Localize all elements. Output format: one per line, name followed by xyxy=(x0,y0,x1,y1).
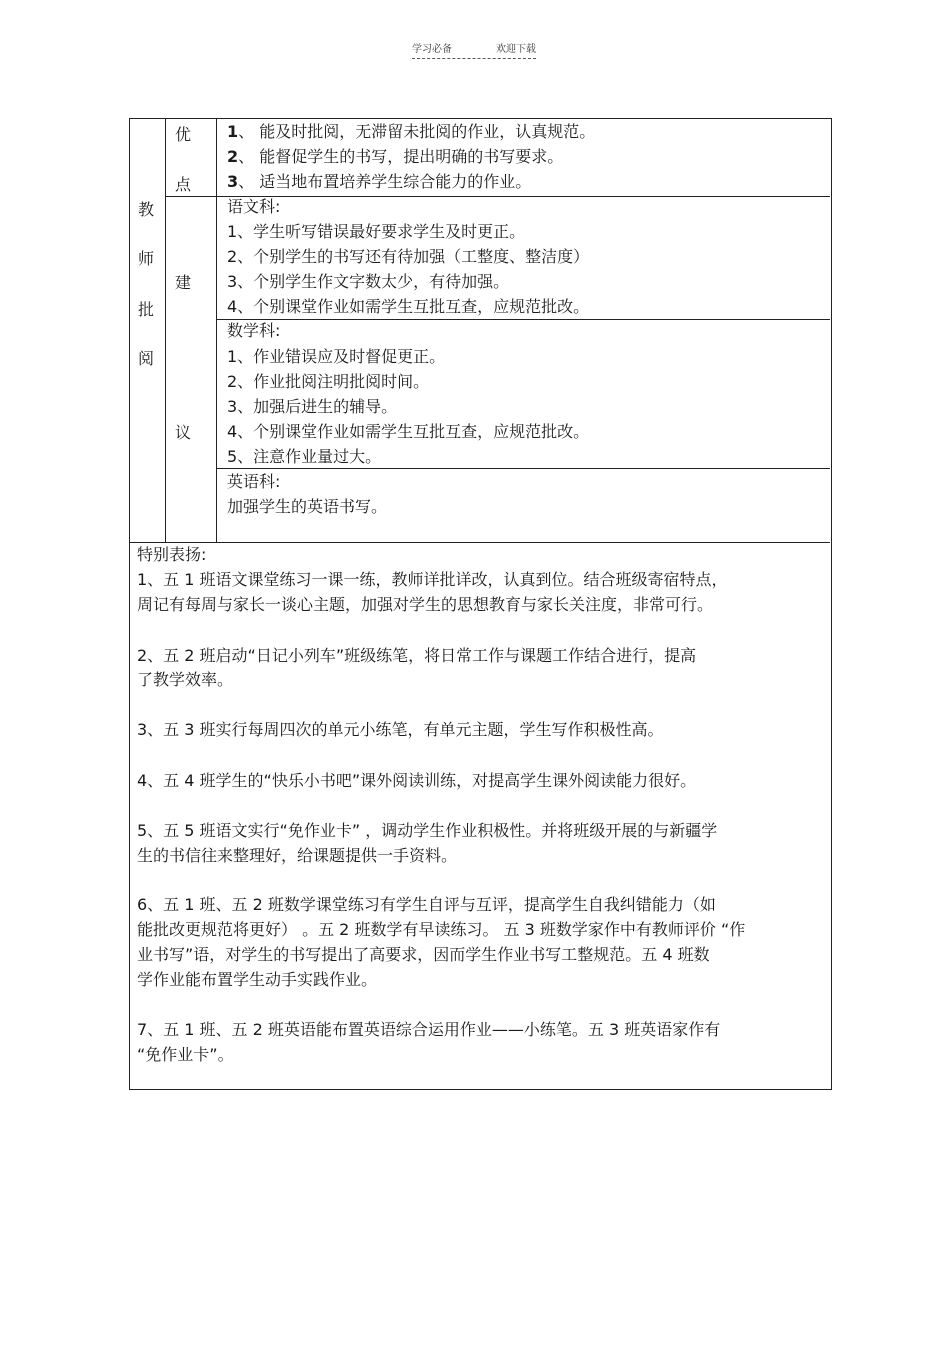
merit-item xyxy=(227,119,595,144)
suggestions-label-char: 议 xyxy=(175,423,192,442)
praise-line: 周记有每周与家长一谈心主题，加强对学生的思想教育与家长关注度，非常可行。 xyxy=(137,595,714,614)
chinese-item: 2、个别学生的书写还有待加强（工整度、整洁度） xyxy=(227,247,590,266)
praise-line: 业书写”语，对学生的书写提出了高要求，因而学生作业书写工整规范。五 4 班数 xyxy=(137,945,710,964)
group-label-char: 教 xyxy=(138,200,155,219)
merit-item xyxy=(227,144,563,169)
english-item: 加强学生的英语书写。 xyxy=(227,497,388,516)
praise-line: 2、五 2 班启动“日记小列车”班级练笔，将日常工作与课题工作结合进行，提高 xyxy=(137,646,697,665)
merit-number: 3 xyxy=(227,172,239,191)
page-header xyxy=(412,40,536,59)
math-item: 5、注意作业量过大。 xyxy=(227,447,382,466)
math-item: 4、个别课堂作业如需学生互批互查，应规范批改。 xyxy=(227,422,590,441)
praise-line: 6、五 1 班、五 2 班数学课堂练习有学生自评与互评，提高学生自我纠错能力（如 xyxy=(137,895,716,914)
chinese-title: 语文科: xyxy=(227,197,281,216)
math-item: 2、作业批阅注明批阅时间。 xyxy=(227,372,430,391)
merit-text: 、 适当地布置培养学生综合能力的作业。 xyxy=(238,172,532,191)
merits-label-char: 优 xyxy=(175,125,192,144)
praise-line: 了教学效率。 xyxy=(137,670,234,689)
praise-line: 5、五 5 班语文实行“免作业卡” ，调动学生作业积极性。并将班级开展的与新疆学 xyxy=(137,821,718,840)
math-item: 1、作业错误应及时督促更正。 xyxy=(227,347,446,366)
chinese-item: 1、学生听写错误最好要求学生及时更正。 xyxy=(227,222,526,241)
merits-label-char: 点 xyxy=(175,175,192,194)
praise-title: 特别表扬: xyxy=(137,545,207,564)
praise-line: “免作业卡”。 xyxy=(137,1045,234,1064)
praise-line: 能批改更规范将更好） 。五 2 班数学有早读练习。 五 3 班数学家作中有教师评价 “作 xyxy=(137,920,746,939)
praise-line: 7、五 1 班、五 2 班英语能布置英语综合运用作业——小练笔。五 3 班英语家作有 xyxy=(137,1020,721,1039)
merit-text: 、 能及时批阅，无滞留未批阅的作业，认真规范。 xyxy=(238,122,596,141)
merit-number: 1 xyxy=(227,122,239,141)
chinese-item: 3、个别学生作文字数太少，有待加强。 xyxy=(227,272,510,291)
math-item: 3、加强后进生的辅导。 xyxy=(227,397,398,416)
praise-line: 生的书信往来整理好，给课题提供一手资料。 xyxy=(137,846,458,865)
group-label-char: 阅 xyxy=(138,349,155,368)
praise-line: 学作业能布置学生动手实践作业。 xyxy=(137,970,378,989)
merit-item xyxy=(227,169,531,194)
group-label-cell xyxy=(129,118,166,542)
math-title: 数学科: xyxy=(227,321,281,340)
praise-line: 1、五 1 班语文课堂练习一课一练，教师详批详改，认真到位。结合班级寄宿特点， xyxy=(137,570,728,589)
header-left-text: 学习必备 xyxy=(412,44,452,55)
merit-text: 、 能督促学生的书写，提出明确的书写要求。 xyxy=(238,147,564,166)
praise-line: 3、五 3 班实行每周四次的单元小练笔，有单元主题，学生写作积极性高。 xyxy=(137,720,664,739)
chinese-item: 4、个别课堂作业如需学生互批互查，应规范批改。 xyxy=(227,297,590,316)
praise-line: 4、五 4 班学生的“快乐小书吧”课外阅读训练，对提高学生课外阅读能力很好。 xyxy=(137,771,697,790)
merit-number: 2 xyxy=(227,147,239,166)
header-right-text: 欢迎下载 xyxy=(496,44,536,55)
group-label-char: 师 xyxy=(138,249,155,268)
english-title: 英语科: xyxy=(227,472,281,491)
group-label-char: 批 xyxy=(138,300,155,319)
suggestions-label-char: 建 xyxy=(175,273,192,292)
